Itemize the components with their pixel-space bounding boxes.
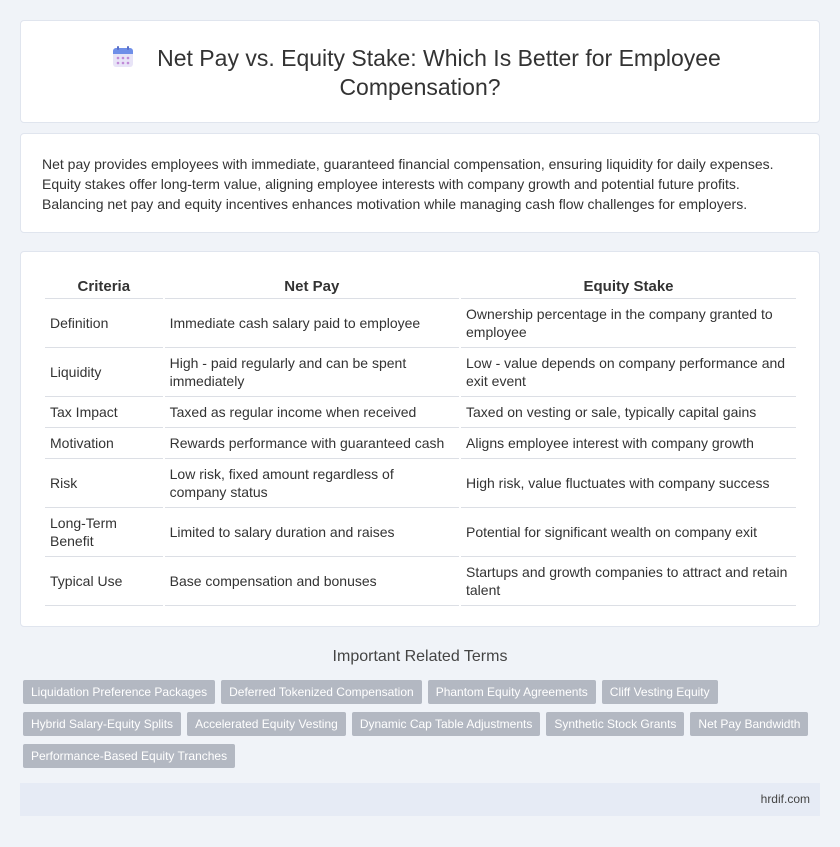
related-term-tag[interactable]: Phantom Equity Agreements [428,680,596,704]
table-cell: Startups and growth companies to attract and retain talent [461,557,796,606]
table-cell: Tax Impact [45,397,163,428]
table-cell: Base compensation and bonuses [165,557,459,606]
header-equity-stake: Equity Stake [461,274,796,299]
table-cell: Ownership percentage in the company granted to employee [461,299,796,348]
intro-card [20,133,820,233]
table-cell: Taxed as regular income when received [165,397,459,428]
table-cell: Taxed on vesting or sale, typically capital gains [461,397,796,428]
table-row [45,299,796,348]
table-cell: Low risk, fixed amount regardless of company status [165,459,459,508]
related-term-tag[interactable]: Cliff Vesting Equity [602,680,718,704]
table-cell: Limited to salary duration and raises [165,508,459,557]
related-term-tag[interactable]: Performance-Based Equity Tranches [23,744,235,768]
table-cell: Rewards performance with guaranteed cash [165,428,459,459]
table-cell: Definition [45,299,163,348]
page-title [21,44,819,102]
related-term-tag[interactable]: Liquidation Preference Packages [23,680,215,704]
table-row [45,459,796,508]
table-cell: Aligns employee interest with company growth [461,428,796,459]
page-title-line-2: Compensation? [339,74,501,100]
related-terms-list [23,680,813,768]
footer-site[interactable]: hrdif.com [760,792,810,806]
related-term-tag[interactable]: Net Pay Bandwidth [690,712,808,736]
related-term-tag[interactable]: Dynamic Cap Table Adjustments [352,712,541,736]
footer [20,783,820,816]
comparison-table [43,274,798,606]
title-card [20,20,820,123]
related-term-tag[interactable]: Synthetic Stock Grants [546,712,684,736]
related-term-tag[interactable]: Deferred Tokenized Compensation [221,680,422,704]
header-criteria: Criteria [45,274,163,299]
table-cell: Low - value depends on company performance and exit event [461,348,796,397]
table-cell: Motivation [45,428,163,459]
table-cell: Typical Use [45,557,163,606]
table-row [45,508,796,557]
related-term-tag[interactable]: Accelerated Equity Vesting [187,712,346,736]
table-cell: High - paid regularly and can be spent immediately [165,348,459,397]
table-cell: Risk [45,459,163,508]
header-net-pay: Net Pay [165,274,459,299]
related-terms-title: Important Related Terms [332,648,508,665]
table-header-row [45,274,796,299]
table-cell: Long-Term Benefit [45,508,163,557]
page-title-line-1: Net Pay vs. Equity Stake: Which Is Better for Employee [157,45,721,71]
comparison-card [20,251,820,627]
table-cell: Immediate cash salary paid to employee [165,299,459,348]
intro-text: Net pay provides employees with immediate, guaranteed financial compensation, ensuring liquidity for daily expenses. Equity stakes offer long-term value, aligning employee interests with company growth and potential future profits. Balancing net pay and equity incentives enhances motivation while managing cash flow challenges for employers. [42,156,774,212]
table-row [45,348,796,397]
table-row [45,397,796,428]
table-row [45,557,796,606]
table-cell: Liquidity [45,348,163,397]
table-cell: High risk, value fluctuates with company success [461,459,796,508]
table-cell: Potential for significant wealth on company exit [461,508,796,557]
related-term-tag[interactable]: Hybrid Salary-Equity Splits [23,712,181,736]
table-row [45,428,796,459]
